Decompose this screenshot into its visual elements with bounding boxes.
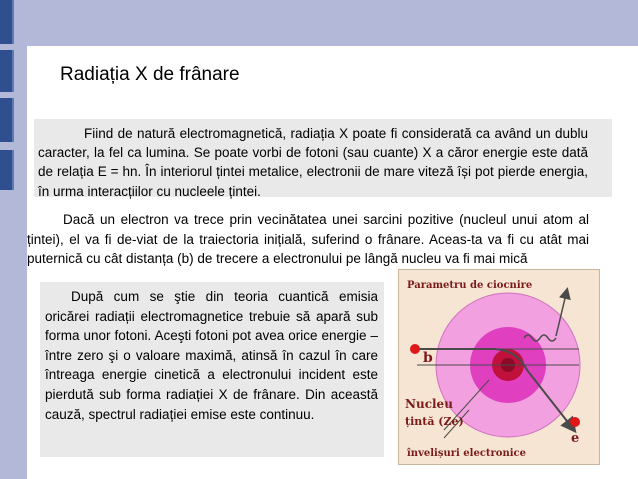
label-e: e: [571, 431, 580, 446]
incident-electron: [410, 344, 420, 354]
top-bar: [0, 0, 638, 46]
slide-tab-4[interactable]: [0, 150, 14, 190]
slide-tab-3[interactable]: [0, 98, 14, 142]
paragraph-1: [38, 124, 588, 201]
paragraph-1-text: Fiind de natură electromagnetică, radiația X poate fi considerată ca având un dublu caracter, la fel ca lumina. Se poate vorbi de fotoni (sau cuante) X a căror energie este dată de relația E = hn. În interiorul țintei metalice, electronii de mare viteză își pot pierde energia, în urma interacțiilor cu nucleele țintei.: [38, 126, 588, 199]
paragraph-2: [27, 210, 589, 269]
bremsstrahlung-figure: [398, 269, 600, 465]
paragraph-2-text: Dacă un electron va trece prin vecinătatea unei sarcini pozitive (nucleul unui atom al țintei), el va fi de-viat de la traiectoria inițială, suferind o frânare. Aceas-ta va fi cu atât mai puternică cu cât distanța (b) de trecere a electronului pe lângă nucleu va fi mai mică: [27, 212, 589, 267]
figure-svg: [399, 270, 601, 466]
slide-tab-2[interactable]: [0, 50, 14, 92]
slide-title: Radiația X de frânare: [60, 64, 240, 85]
label-tinta: țintă (Ze): [405, 415, 464, 428]
label-nucleu: Nucleu: [405, 397, 453, 411]
scattered-electron: [570, 417, 580, 427]
paragraph-3: [45, 287, 378, 424]
label-bottom: învelișuri electronice: [407, 448, 526, 459]
label-b: b: [423, 350, 433, 366]
paragraph-3-text: După cum se ştie din teoria cuantică emisia oricărei radiații electromagnetice trebuie să apară sub forma unor fotoni. Aceşti fotoni pot avea orice energie – între zero şi o valoare maximă, atinsă în cazul în care întreaga energie cinetică a electronului incident este pierdută sub forma radiației X de frânare. Din această cauză, spectrul radiației emise este continuu.: [45, 289, 378, 422]
label-top: Parametru de ciocnire: [407, 280, 533, 291]
slide-tab-1[interactable]: [0, 0, 14, 44]
